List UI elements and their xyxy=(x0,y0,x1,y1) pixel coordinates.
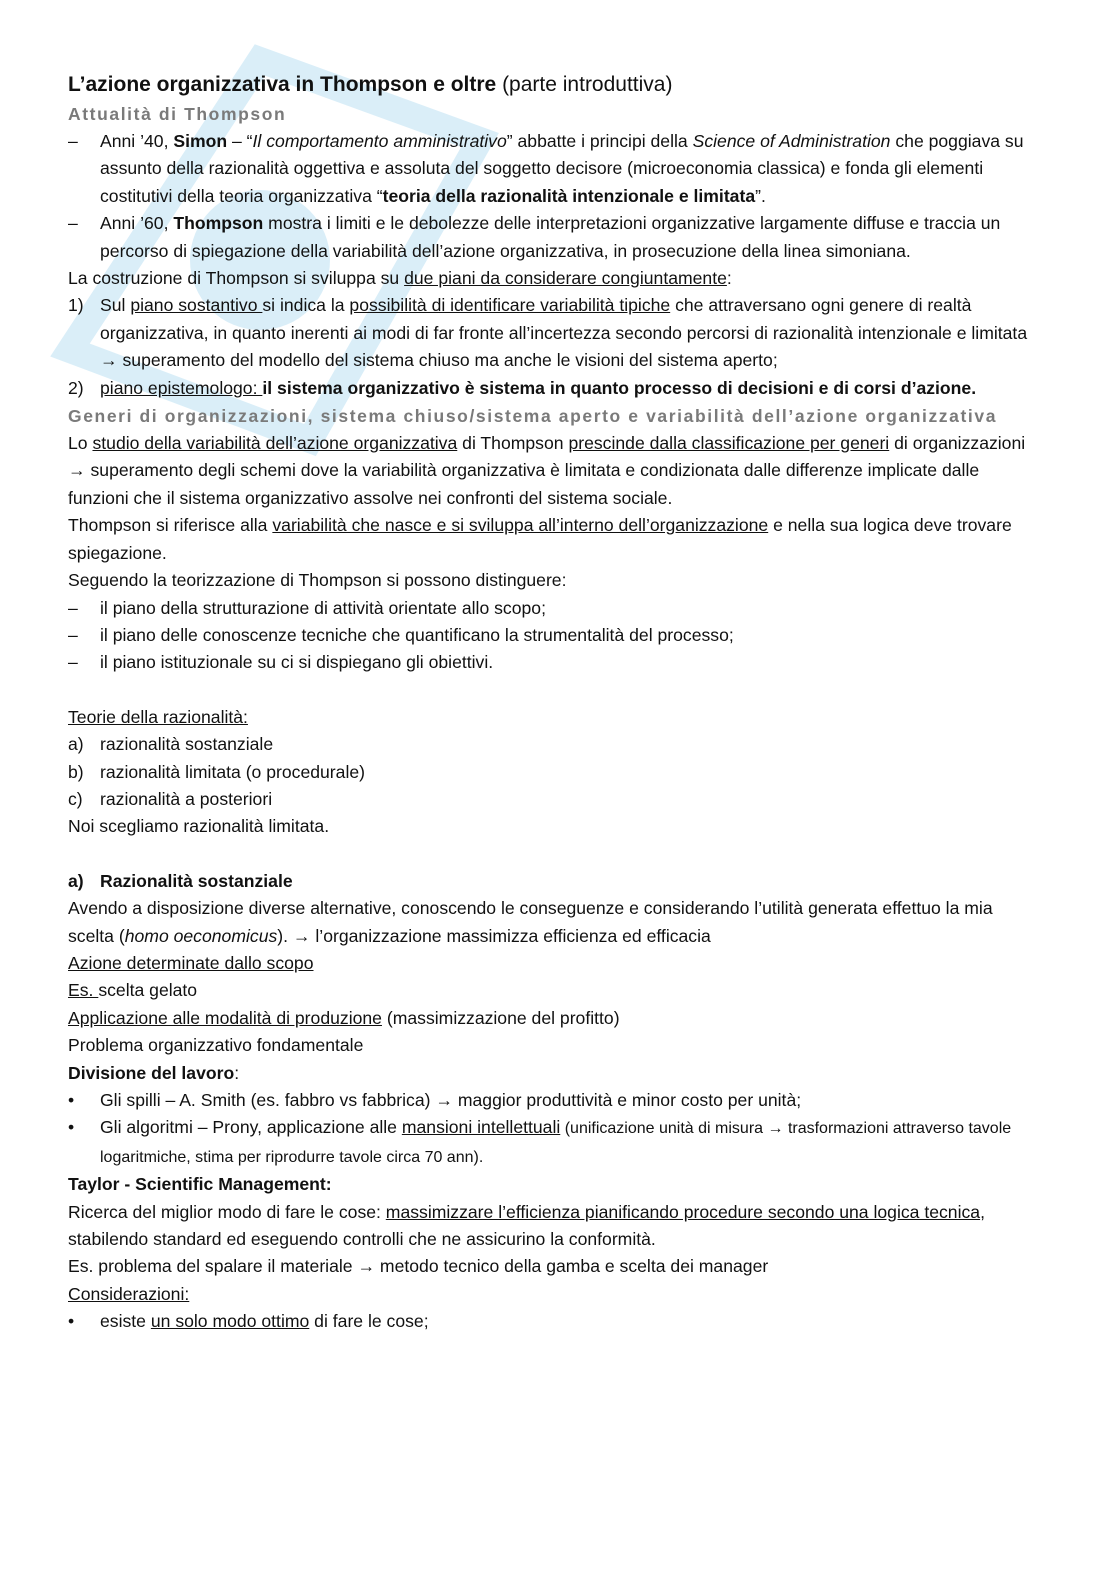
paragraph-costruzione: La costruzione di Thompson si sviluppa su due piani da considerare congiuntamente: xyxy=(68,268,732,289)
paragraph-alternative: Avendo a disposizione diverse alternative, conoscendo le conseguenze e considerando l’utilità generata effettuo la mia scelta (homo oeconomicus). → l’organizzazione massimizza efficienza ed efficacia xyxy=(68,898,993,946)
paragraph-studio: Lo studio della variabilità dell’azione organizzativa di Thompson prescinde dalla classificazione per generi di organizzazioni → superamento degli schemi dove la variabilità organizzativa è limitata e condizionata dalle differenze implicate dalle funzioni che il sistema organizzativo assolve nei confronti del sistema sociale. xyxy=(68,433,1026,508)
document-page xyxy=(68,70,1043,1336)
line-taylor: Taylor - Scientific Management: xyxy=(68,1174,332,1195)
numbered-item-2: 2) piano epistemologo: il sistema organizzativo è sistema in quanto processo di decisioni e di corsi d’azione. xyxy=(68,377,977,398)
theory-item: b) razionalità limitata (o procedurale) xyxy=(68,761,366,782)
theory-item: c) razionalità a posteriori xyxy=(68,788,273,809)
section-heading-razionalita-sostanziale: a) Razionalità sostanziale xyxy=(68,870,293,891)
paragraph-seguendo: Seguendo la teorizzazione di Thompson si possono distinguere: xyxy=(68,570,567,591)
page-title: L’azione organizzativa in Thompson e oltre (parte introduttiva) xyxy=(68,73,673,96)
theories-label: Teorie della razionalità: xyxy=(68,706,248,727)
paragraph-ricerca: Ricerca del miglior modo di fare le cose: massimizzare l’efficienza pianificando procedure secondo una logica tecnica, stabilendo standard ed eseguendo controlli che ne assicurino la conformità. xyxy=(68,1201,985,1250)
line-esempio-gelato: Es. scelta gelato xyxy=(68,980,198,1001)
line-applicazione: Applicazione alle modalità di produzione (massimizzazione del profitto) xyxy=(68,1007,620,1028)
dash-list-item: – il piano della strutturazione di attività orientate allo scopo; xyxy=(68,597,546,618)
line-divisione-lavoro: Divisione del lavoro: xyxy=(68,1062,240,1083)
line-azione-scopo: Azione determinate dallo scopo xyxy=(68,952,314,973)
bullet-algoritmi: • Gli algoritmi – Prony, applicazione alle mansioni intellettuali (unificazione unità di misura → trasformazioni attraverso tavole logaritmiche, stima per riprodurre tavole circa 70 ann). xyxy=(68,1117,1012,1166)
dash-item-thompson: – Anni ’60, Thompson mostra i limiti e le debolezze delle interpretazioni organizzative largamente diffuse e traccia un percorso di spiegazione della variabilità dell’azione organizzativa, in prosecuzione della linea simoniana. xyxy=(68,213,1001,261)
bullet-modo-ottimo: • esiste un solo modo ottimo di fare le cose; xyxy=(68,1311,429,1332)
line-problema: Problema organizzativo fondamentale xyxy=(68,1035,364,1056)
theory-choice: Noi scegliamo razionalità limitata. xyxy=(68,816,330,837)
section-heading-generi: Generi di organizzazioni, sistema chiuso/sistema aperto e variabilità dell’azione organizzativa xyxy=(68,406,998,427)
paragraph-variabilita: Thompson si riferisce alla variabilità che nasce e si sviluppa all’interno dell’organizzazione e nella sua logica deve trovare spiegazione. xyxy=(68,515,1012,563)
section-heading-attualita: Attualità di Thompson xyxy=(68,104,287,124)
numbered-item-1: 1) Sul piano sostantivo si indica la possibilità di identificare variabilità tipiche che attraversano ogni genere di realtà organizzativa, in quanto inerenti ai modi di far fronte all’incertezza secondo percorsi di razionalità intenzionale e limitata → superamento del modello del sistema chiuso ma anche le visioni del sistema aperto; xyxy=(68,295,1028,371)
line-considerazioni: Considerazioni: xyxy=(68,1283,190,1304)
bullet-spilli: • Gli spilli – A. Smith (es. fabbro vs fabbrica) → maggior produttività e minor costo per unità; xyxy=(68,1090,802,1110)
line-esempio-spalare: Es. problema del spalare il materiale → metodo tecnico della gamba e scelta dei manager xyxy=(68,1256,769,1277)
dash-list-item: – il piano istituzionale su ci si dispiegano gli obiettivi. xyxy=(68,652,494,673)
theory-item: a) razionalità sostanziale xyxy=(68,734,274,755)
dash-list-item: – il piano delle conoscenze tecniche che quantificano la strumentalità del processo; xyxy=(68,624,734,645)
dash-item-simon: – Anni ’40, Simon – “Il comportamento amministrativo” abbatte i principi della Science of Administration che poggiava su assunto della razionalità oggettiva e assoluta del soggetto decisore (microeconomia classica) e fonda gli elementi costitutivi della teoria organizzativa “teoria della razionalità intenzionale e limitata”. xyxy=(68,131,1024,206)
